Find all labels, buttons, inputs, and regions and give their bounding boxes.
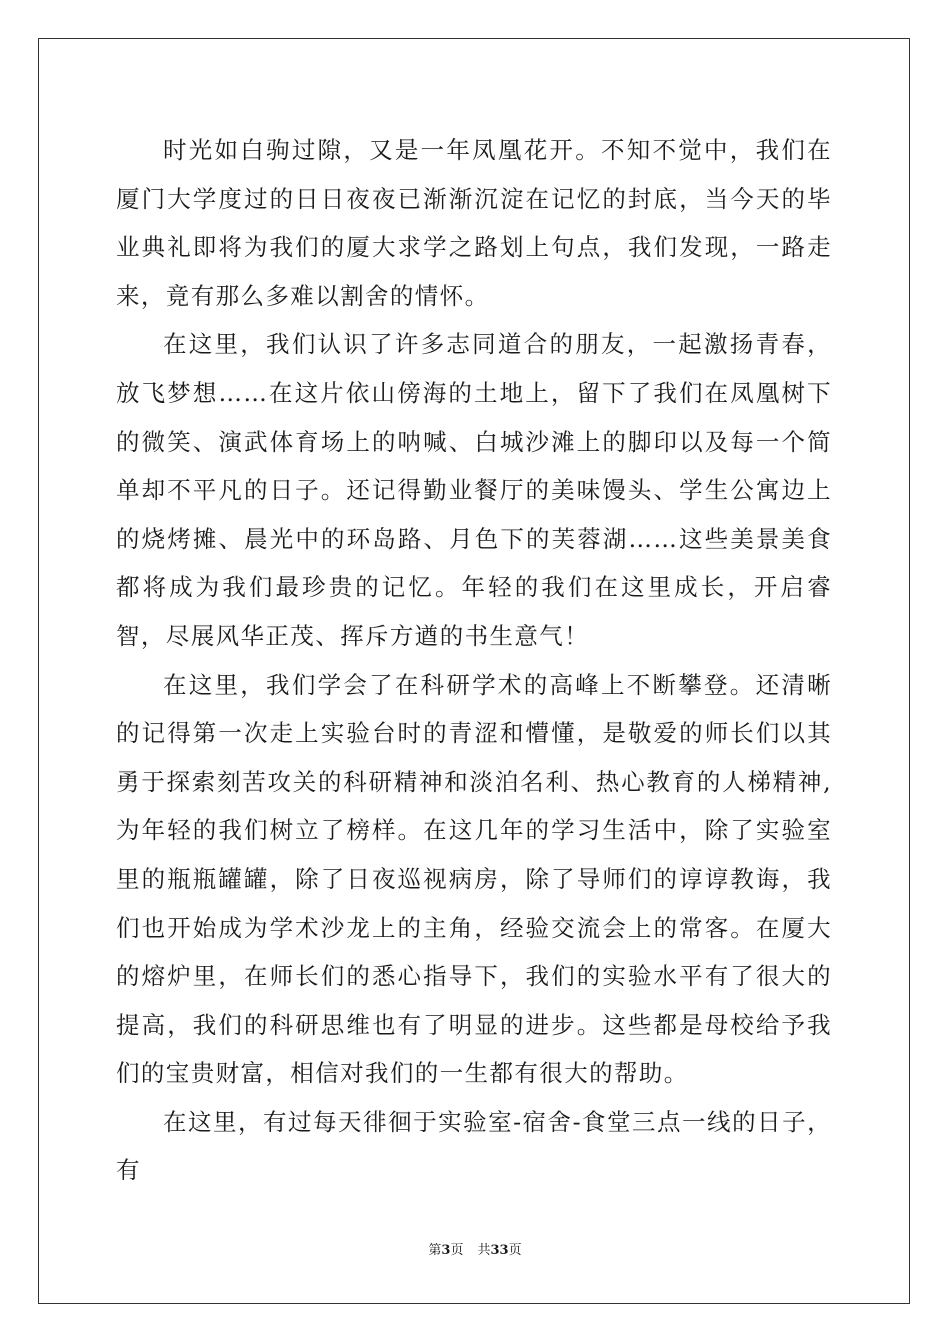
paragraph-1: 时光如白驹过隙，又是一年凤凰花开。不知不觉中，我们在厦门大学度过的日日夜夜已渐渐沉淀在记忆的封底，当今天的毕业典礼即将为我们的厦大求学之路划上句点，我们发现，一路走来，竟有那么多难以割舍的情怀。 (116, 136, 832, 310)
total-prefix: 共 (477, 1243, 491, 1258)
paragraph-4: 在这里，有过每天徘徊于实验室-宿舍-食堂三点一线的日子，有 (116, 1107, 832, 1185)
page-current: 3 (441, 1243, 451, 1258)
page-prefix: 第 (428, 1243, 442, 1258)
total-suffix: 页 (508, 1243, 522, 1258)
paragraph-3: 在这里，我们学会了在科研学术的高峰上不断攀登。还清晰的记得第一次走上实验台时的青涩和懵懂，是敬爱的师长们以其勇于探索刻苦攻关的科研精神和淡泊名利、热心教育的人梯精神,为年轻的我们树立了榜样。在这几年的学习生活中，除了实验室里的瓶瓶罐罐，除了日夜巡视病房，除了导师们的谆谆教诲，我们也开始成为学术沙龙上的主角，经验交流会上的常客。在厦大的熔炉里，在师长们的悉心指导下，我们的实验水平有了很大的提高，我们的科研思维也有了明显的进步。这些都是母校给予我们的宝贵财富，相信对我们的一生都有很大的帮助。 (116, 670, 832, 1088)
paragraph-2: 在这里，我们认识了许多志同道合的朋友，一起激扬青春，放飞梦想……在这片依山傍海的土地上，留下了我们在凤凰树下的微笑、演武体育场上的呐喊、白城沙滩上的脚印以及每一个简单却不平凡的日子。还记得勤业餐厅的美味馒头、学生公寓边上的烧烤摊、晨光中的环岛路、月色下的芙蓉湖……这些美景美食都将成为我们最珍贵的记忆。年轻的我们在这里成长，开启睿智，尽展风华正茂、挥斥方遒的书生意气！ (116, 330, 832, 650)
page-footer (0, 1242, 950, 1260)
document-body (116, 126, 832, 1195)
page-suffix: 页 (450, 1243, 464, 1258)
page-total: 33 (490, 1243, 509, 1258)
